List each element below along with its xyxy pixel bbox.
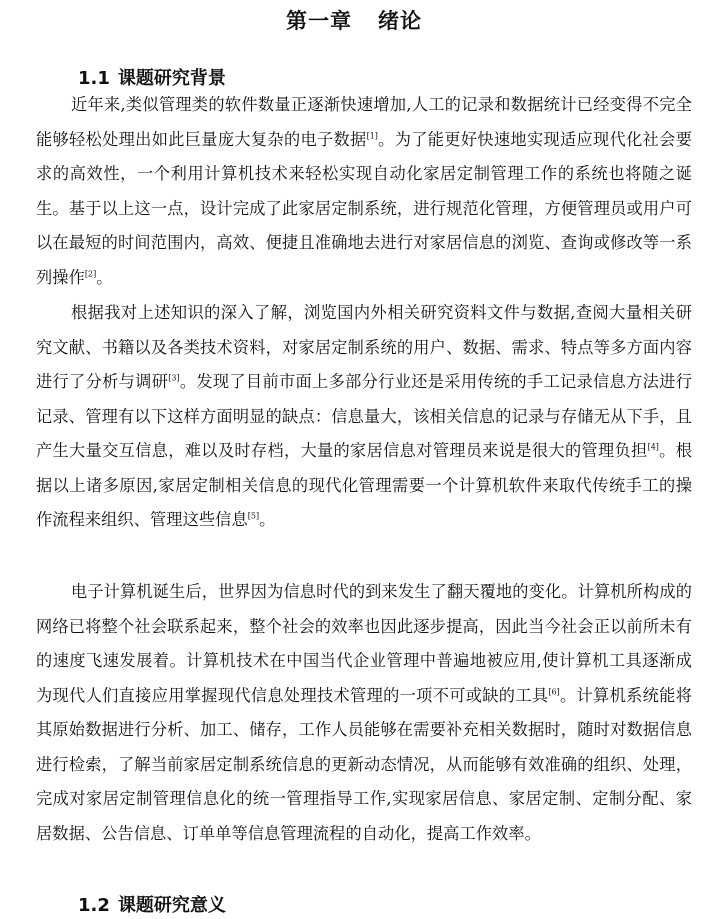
citation-ref: [5]	[247, 511, 260, 521]
citation-ref: [4]	[647, 442, 659, 452]
citation-ref: [2]	[84, 269, 97, 279]
chapter-name: 绪论	[378, 9, 422, 33]
section-title: 课题研究背景	[117, 68, 226, 89]
paragraph-text: 。发现了目前市面上多部分行业还是采用传统的手工记录信息方法进行记录、管理有以下这样方面明显的缺点：信息量大，该相关信息的记录与存储无从下手，且产生大量交互信息，难以及时存档，大量的家居信息对管理员来说是很大的管理负担	[36, 372, 692, 460]
chapter-title	[0, 6, 708, 36]
paragraph-text: 电子计算机诞生后，世界因为信息时代的到来发生了翻天覆地的变化。计算机所构成的网络已将整个社会联系起来，整个社会的效率也因此逐步提高，因此当今社会正以前所未有的速度飞速发展着。计算机技术在中国当代企业管理中普遍地被应用,使计算机工具逐渐成为现代人们直接应用掌握现代信息处理技术管理的一项不可或缺的工具	[36, 582, 692, 705]
paragraph-text: 。计算机系统能将其原始数据进行分析、加工、储存，工作人员能够在需要补充相关数据时，随时对数据信息进行检索，了解当前家居定制系统信息的更新动态情况，从而能够有效准确的组织、处理，完成对家居定制管理信息化的统一管理指导工作,实现家居信息、家居定制、定制分配、家居数据、公告信息、订单单等信息管理流程的自动化，提高工作效率。	[36, 685, 692, 843]
paragraph-text: 根据我对上述知识的深入了解，浏览国内外相关研究资料文件与数据,查阅大量相关研究文献、书籍以及各类技术资料，对家居定制系统的用户、数据、需求、特点等多方面内容进行了分析与调研	[36, 303, 692, 391]
section-heading-significance	[78, 893, 226, 919]
section-number: 1.2	[78, 895, 110, 916]
citation-ref: [3]	[168, 373, 180, 383]
paragraph-text: 。为了能更好快速地实现适应现代化社会要求的高效性，一个利用计算机技术来轻松实现自动化家居定制管理工作的系统也将随之诞生。基于以上这一点，设计完成了此家居定制系统，进行规范化管理，方便管理员或用户可以在最短的时间范围内，高效、便捷且准确地去进行对家居信息的浏览、查询或修改等一系列操作	[36, 129, 692, 287]
paragraph-text: 。	[259, 510, 276, 529]
section-number: 1.1	[78, 68, 110, 89]
citation-ref: [6]	[548, 687, 560, 697]
paragraph-text: 。根据以上诸多原因,家居定制相关信息的现代化管理需要一个计算机软件来取代传统手工的操作流程来组织、管理这些信息	[36, 441, 692, 529]
paragraph-1	[36, 88, 692, 295]
section-title: 课题研究意义	[117, 895, 226, 916]
paragraph-3	[36, 575, 692, 851]
paragraph-2	[36, 296, 692, 538]
chapter-number: 第一章	[286, 9, 352, 33]
citation-ref: [1]	[366, 131, 378, 141]
paragraph-text: 。	[96, 267, 113, 287]
paragraph-text: 近年来,类似管理类的软件数量正逐渐快速增加,人工的记录和数据统计已经变得不完全能够轻松处理出如此巨量庞大复杂的电子数据	[36, 95, 692, 149]
